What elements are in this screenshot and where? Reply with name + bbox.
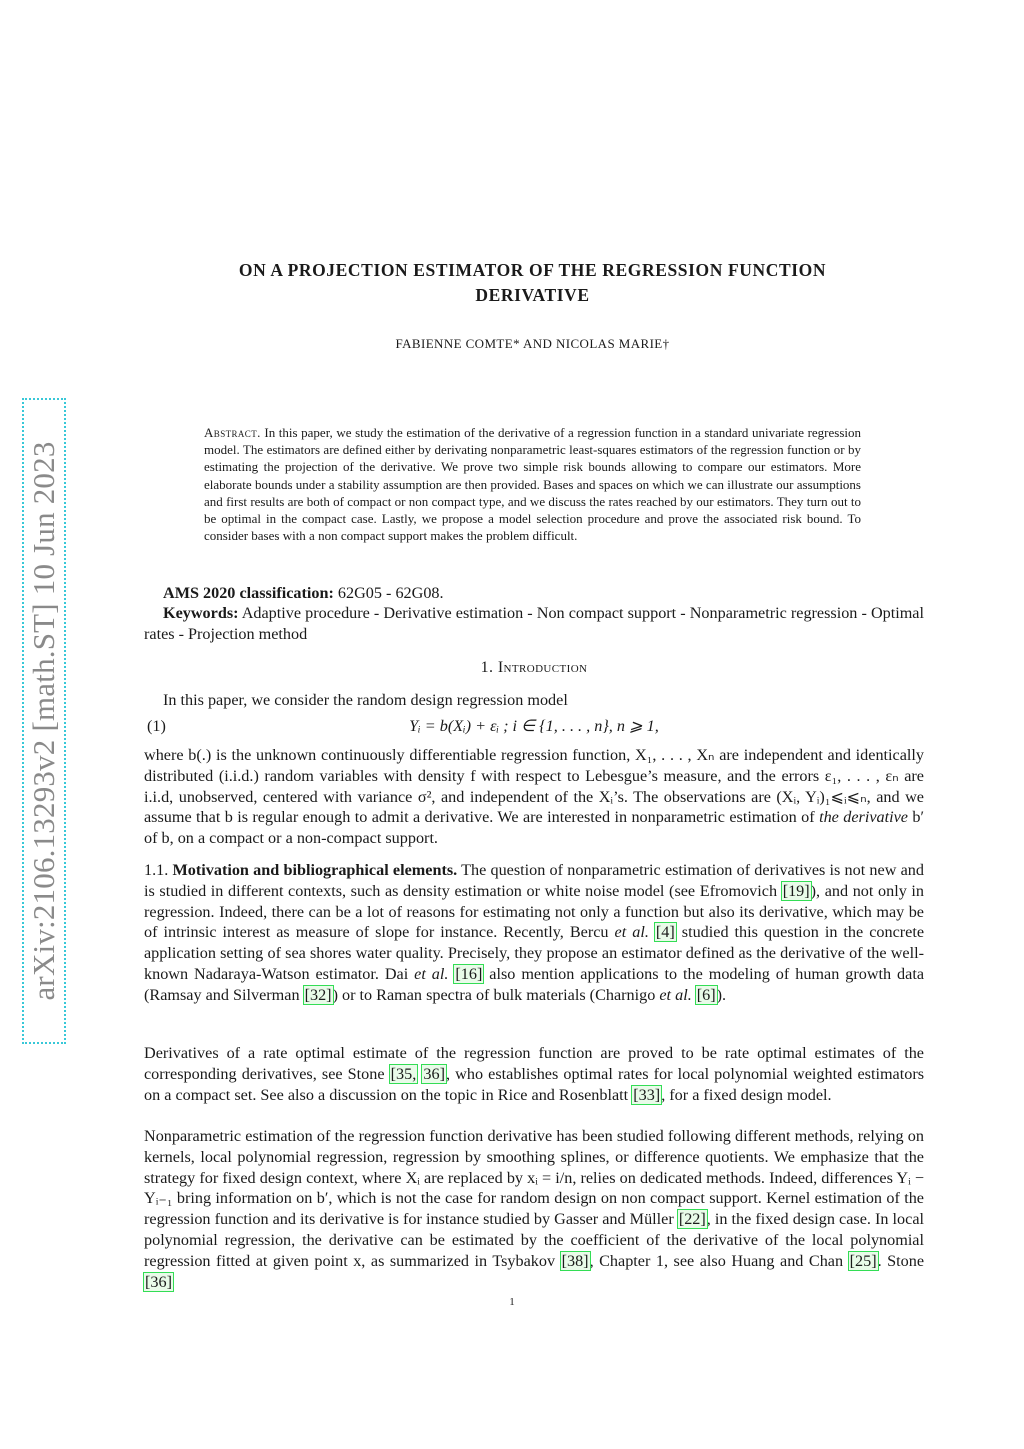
paragraph-motivation [144,860,924,1006]
paragraph-text: ). [716,985,727,1004]
citation-link[interactable]: [25] [849,1251,877,1270]
abstract-text: In this paper, we study the estimation of the derivative of a regression function in a standard univariate regression model. The estimators are defined either by derivating nonparametric least-squares estimators of the regression function or by estimating the projection of the derivative. We prove two simple risk bounds allowing to compare our estimators. More elaborate bounds under a stability assumption are then provided. Bases and spaces on which we can illustrate our assumptions and first results are both of compact or non compact type, and we discuss the rates reached by our estimators. They turn out to be optimal in the compact case. Lastly, we propose a model selection procedure and prove the associated risk bound. To consider bases with a non compact support makes the problem difficult. [204,425,862,544]
arxiv-identifier: arXiv:2106.13293v2 [math.ST] 10 Jun 2023 [26,441,61,1001]
citation-link[interactable]: [33] [633,1085,661,1104]
citation-link[interactable]: [16] [455,964,483,983]
section-number: 1. [480,659,494,676]
paragraph-text: , Chapter 1, see also Huang and Chan [589,1251,844,1270]
emphasis-text: the derivative [819,808,908,827]
citation-link[interactable]: [6] [696,985,716,1004]
citation-link[interactable]: [4] [655,923,675,942]
paragraph-methods [144,1126,924,1292]
page-number: 1 [509,1296,515,1308]
section-heading [144,659,924,677]
citation-link[interactable]: [36] [145,1272,172,1291]
arxiv-stamp [22,398,66,1044]
paragraph-text: , for a fixed design model. [661,1085,832,1104]
paragraph-text: . Stone [877,1251,925,1270]
ams-classification [163,583,444,604]
citation-link[interactable]: [38] [561,1251,589,1270]
equation-body: Yᵢ = b(Xᵢ) + εᵢ ; i ∈ {1, . . . , n}, n ⩾ 1, [409,717,659,735]
citation-link[interactable]: [22] [678,1210,706,1229]
citation-link[interactable]: [32] [304,985,332,1004]
title-line-2: DERIVATIVE [475,285,590,305]
authors: FABIENNE COMTE* AND NICOLAS MARIE† [395,336,670,351]
intro-sentence: In this paper, we consider the random design regression model [163,691,568,709]
paragraph-text: Derivatives of a rate optimal estimate of the regression function are proved to be rate optimal estimates of the corresponding derivatives, see Stone [144,1044,924,1083]
equation-1 [144,716,924,738]
ams-value: 62G05 - 62G08. [337,584,444,602]
abstract-label: Abstract. [204,425,261,440]
subsection-heading: Motivation and bibliographical elements. [172,861,458,879]
section-title: Introduction [497,659,588,676]
title-line-1: ON A PROJECTION ESTIMATOR OF THE REGRESSION FUNCTION [238,260,827,280]
paragraph-model [144,745,924,849]
equation-number: (1) [147,717,166,735]
paragraph-text: The question of nonparametric estimation of derivatives is not new and is studied in different contexts, such as density estimation or white noise model (see Efromovich [144,861,924,900]
paragraph-text: ), and not only in regression. Indeed, there can be a lot of reasons for estimating not only a function but also its derivative, which may be of intrinsic interest as measure of slope for instance. Recently, Bercu [144,881,924,942]
subsection-number: 1.1. [144,861,169,879]
paragraph-text: also mention applications to the modeling of human growth data (Ramsay and Silverman [144,964,924,1004]
paragraph-text: , who establishes optimal rates for local polynomial weighted estimators on a compact set. See also a discussion on the topic in Rice and Rosenblatt [144,1064,925,1104]
paragraph-text: Nonparametric estimation of the regression function derivative has been studied following different methods, relying on kernels, local polynomial regression, regression by smoothing splines, or difference quotients. We emphasize that the strategy for fixed design context, where Xᵢ are replaced by xᵢ = i/n, relies on dedicated methods. Indeed, differences Yᵢ − Yᵢ₋₁ bring information on b′, which is not the case for random design on non compact support. Kernel estimation of the regression function and its derivative is for instance studied by Gasser and Müller [144,1127,924,1229]
paragraph-text: ) or to Raman spectra of bulk materials (Charnigo [332,985,656,1004]
keywords-value: Adaptive procedure - Derivative estimation - Non compact support - Nonparametric regression - Optimal rates - Projection method [144,604,924,643]
keywords-label: Keywords: [163,604,239,622]
emphasis-text: et al. [414,964,449,983]
emphasis-text: et al. [614,923,649,942]
citation-link[interactable]: 36] [423,1064,445,1083]
keywords [144,603,924,645]
paragraph-text: , in the fixed design case. In local polynomial regression, the derivative can be estimated by the coefficient of the derivative of the local polynomial regression fitted at given point x, as summarized in Tsybakov [144,1210,924,1270]
citation-link[interactable]: [35, [390,1064,417,1083]
emphasis-text: et al. [659,985,692,1004]
ams-label: AMS 2020 classification: [163,584,334,602]
paragraph-text: b′ of b, on a compact or a non-compact support. [144,808,925,848]
paragraph-text: where b(.) is the unknown continuously differentiable regression function, X₁, . . . , Xₙ are independent and identically distributed (i.i.d.) random variables with density f with respect to Lebesgue’s measure, and the errors ε₁, . . . , εₙ are i.i.d, unobserved, centered with variance σ², and independent of the Xᵢ’s. The observations are (Xᵢ, Yᵢ)₁⩽ᵢ⩽ₙ, and we assume that b is regular enough to admit a derivative. We are interested in nonparametric estimation of [144,746,924,827]
abstract [204,424,861,544]
citation-link[interactable]: [19] [782,881,810,900]
paragraph-derivatives [144,1043,924,1105]
paper-title [150,258,915,308]
paragraph-text: studied this question in the concrete application setting of sea shores water quality. Precisely, they propose an estimator defined as the derivative of the well-known Nadaraya-Watson estimator. Dai [144,923,925,983]
